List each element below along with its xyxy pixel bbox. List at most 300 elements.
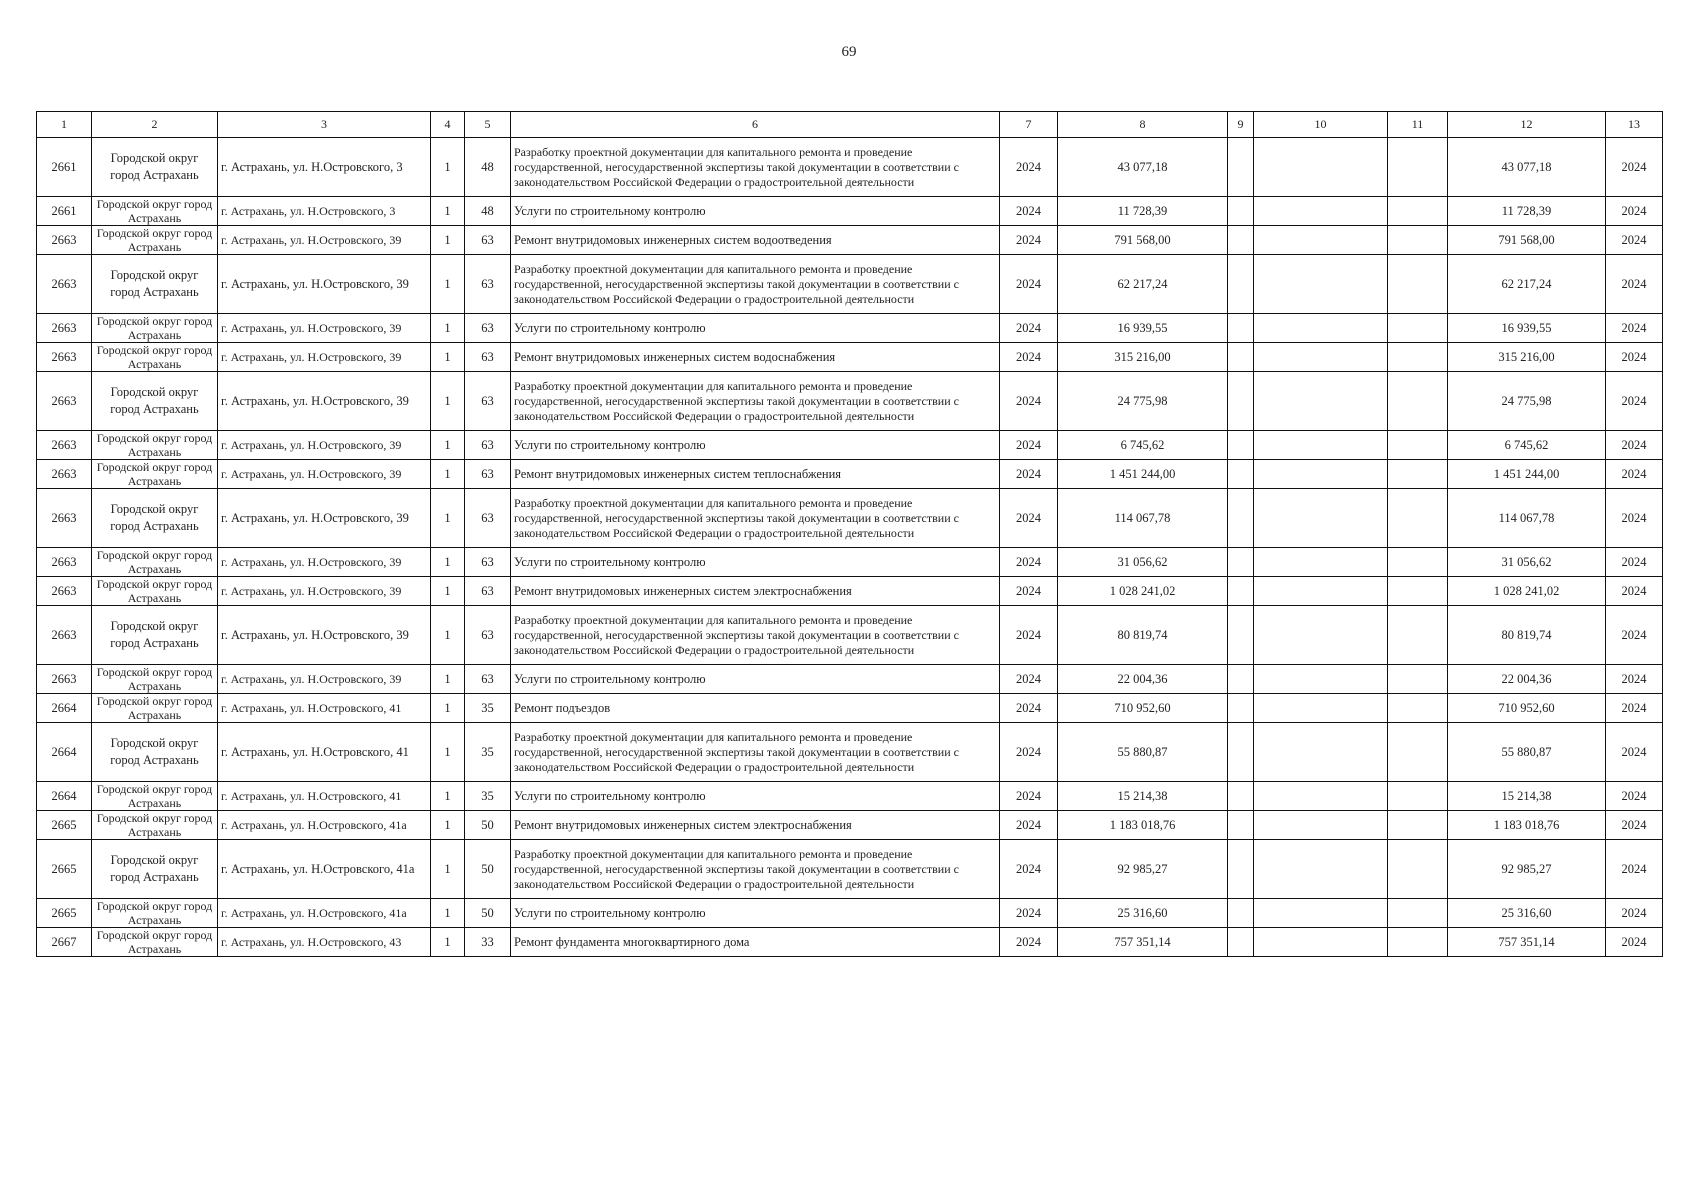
- table-row: [37, 226, 1663, 255]
- column-10-cell: [1254, 197, 1388, 226]
- cost-fund-cell: 1 451 244,00: [1448, 460, 1606, 489]
- table-row: [37, 694, 1663, 723]
- column-5-cell: 35: [465, 782, 511, 811]
- column-10-cell: [1254, 431, 1388, 460]
- column-10-cell: [1254, 899, 1388, 928]
- table-row: [37, 197, 1663, 226]
- cost-fund-cell: 92 985,27: [1448, 840, 1606, 899]
- column-9-cell: [1228, 431, 1254, 460]
- cost-total-cell: 25 316,60: [1058, 899, 1228, 928]
- column-9-cell: [1228, 928, 1254, 957]
- column-5-cell: 63: [465, 665, 511, 694]
- year-end-cell: 2024: [1606, 460, 1663, 489]
- cost-fund-cell: 25 316,60: [1448, 899, 1606, 928]
- address-cell: г. Астрахань, ул. Н.Островского, 39: [218, 548, 431, 577]
- column-11-cell: [1388, 343, 1448, 372]
- municipality-cell: Городской округ город Астрахань: [92, 840, 218, 899]
- work-type-cell: Услуги по строительному контролю: [511, 548, 1000, 577]
- year-end-cell: 2024: [1606, 431, 1663, 460]
- column-11-cell: [1388, 899, 1448, 928]
- column-5-cell: 63: [465, 255, 511, 314]
- column-11-cell: [1388, 460, 1448, 489]
- address-cell: г. Астрахань, ул. Н.Островского, 3: [218, 197, 431, 226]
- year-end-cell: 2024: [1606, 343, 1663, 372]
- address-cell: г. Астрахань, ул. Н.Островского, 41а: [218, 899, 431, 928]
- municipality-cell: Городской округ город Астрахань: [92, 138, 218, 197]
- column-9-cell: [1228, 372, 1254, 431]
- column-11-cell: [1388, 577, 1448, 606]
- column-11-cell: [1388, 489, 1448, 548]
- column-11-cell: [1388, 782, 1448, 811]
- column-10-cell: [1254, 665, 1388, 694]
- cost-fund-cell: 16 939,55: [1448, 314, 1606, 343]
- column-11-cell: [1388, 606, 1448, 665]
- address-cell: г. Астрахань, ул. Н.Островского, 41: [218, 782, 431, 811]
- year-end-cell: 2024: [1606, 226, 1663, 255]
- column-header: 1: [37, 112, 92, 138]
- year-end-cell: 2024: [1606, 489, 1663, 548]
- column-5-cell: 63: [465, 343, 511, 372]
- table-row: [37, 928, 1663, 957]
- work-type-cell: Ремонт внутридомовых инженерных систем электроснабжения: [511, 811, 1000, 840]
- municipality-cell: Городской округ город Астрахань: [92, 811, 218, 840]
- row-number-cell: 2663: [37, 665, 92, 694]
- column-10-cell: [1254, 343, 1388, 372]
- column-5-cell: 35: [465, 694, 511, 723]
- column-9-cell: [1228, 197, 1254, 226]
- cost-total-cell: 55 880,87: [1058, 723, 1228, 782]
- cost-total-cell: 43 077,18: [1058, 138, 1228, 197]
- column-header: 4: [431, 112, 465, 138]
- column-4-cell: 1: [431, 314, 465, 343]
- address-cell: г. Астрахань, ул. Н.Островского, 3: [218, 138, 431, 197]
- address-cell: г. Астрахань, ул. Н.Островского, 41а: [218, 811, 431, 840]
- row-number-cell: 2663: [37, 489, 92, 548]
- cost-fund-cell: 62 217,24: [1448, 255, 1606, 314]
- column-4-cell: 1: [431, 197, 465, 226]
- cost-fund-cell: 15 214,38: [1448, 782, 1606, 811]
- column-5-cell: 48: [465, 197, 511, 226]
- cost-total-cell: 15 214,38: [1058, 782, 1228, 811]
- column-4-cell: 1: [431, 928, 465, 957]
- year-cell: 2024: [1000, 548, 1058, 577]
- work-type-cell: Разработку проектной документации для капитального ремонта и проведение государственной, негосударственной экспертизы такой документации в соответствии с законодательством Российской Федерации о градостроительной деятельности: [511, 840, 1000, 899]
- address-cell: г. Астрахань, ул. Н.Островского, 39: [218, 489, 431, 548]
- year-cell: 2024: [1000, 431, 1058, 460]
- cost-total-cell: 710 952,60: [1058, 694, 1228, 723]
- work-type-cell: Услуги по строительному контролю: [511, 899, 1000, 928]
- cost-total-cell: 1 183 018,76: [1058, 811, 1228, 840]
- year-end-cell: 2024: [1606, 723, 1663, 782]
- work-type-cell: Ремонт фундамента многоквартирного дома: [511, 928, 1000, 957]
- column-header: 5: [465, 112, 511, 138]
- cost-fund-cell: 43 077,18: [1448, 138, 1606, 197]
- column-10-cell: [1254, 840, 1388, 899]
- column-11-cell: [1388, 928, 1448, 957]
- municipality-cell: Городской округ город Астрахань: [92, 577, 218, 606]
- cost-fund-cell: 22 004,36: [1448, 665, 1606, 694]
- year-cell: 2024: [1000, 372, 1058, 431]
- cost-fund-cell: 80 819,74: [1448, 606, 1606, 665]
- work-type-cell: Разработку проектной документации для капитального ремонта и проведение государственной, негосударственной экспертизы такой документации в соответствии с законодательством Российской Федерации о градостроительной деятельности: [511, 138, 1000, 197]
- row-number-cell: 2663: [37, 431, 92, 460]
- cost-fund-cell: 6 745,62: [1448, 431, 1606, 460]
- year-cell: 2024: [1000, 665, 1058, 694]
- column-5-cell: 35: [465, 723, 511, 782]
- row-number-cell: 2665: [37, 811, 92, 840]
- column-10-cell: [1254, 694, 1388, 723]
- table-row: [37, 811, 1663, 840]
- municipality-cell: Городской округ город Астрахань: [92, 255, 218, 314]
- column-header: 8: [1058, 112, 1228, 138]
- address-cell: г. Астрахань, ул. Н.Островского, 41: [218, 694, 431, 723]
- column-11-cell: [1388, 226, 1448, 255]
- column-9-cell: [1228, 343, 1254, 372]
- year-end-cell: 2024: [1606, 665, 1663, 694]
- year-end-cell: 2024: [1606, 606, 1663, 665]
- municipality-cell: Городской округ город Астрахань: [92, 343, 218, 372]
- column-10-cell: [1254, 723, 1388, 782]
- column-11-cell: [1388, 548, 1448, 577]
- table-row: [37, 840, 1663, 899]
- year-cell: 2024: [1000, 226, 1058, 255]
- column-5-cell: 63: [465, 226, 511, 255]
- column-5-cell: 33: [465, 928, 511, 957]
- year-cell: 2024: [1000, 928, 1058, 957]
- municipality-cell: Городской округ город Астрахань: [92, 460, 218, 489]
- column-10-cell: [1254, 782, 1388, 811]
- column-4-cell: 1: [431, 372, 465, 431]
- cost-total-cell: 24 775,98: [1058, 372, 1228, 431]
- column-5-cell: 50: [465, 840, 511, 899]
- column-9-cell: [1228, 226, 1254, 255]
- column-4-cell: 1: [431, 811, 465, 840]
- column-header: 13: [1606, 112, 1663, 138]
- year-cell: 2024: [1000, 723, 1058, 782]
- year-end-cell: 2024: [1606, 548, 1663, 577]
- column-10-cell: [1254, 226, 1388, 255]
- table-body: [37, 138, 1663, 957]
- column-header: 11: [1388, 112, 1448, 138]
- table-row: [37, 899, 1663, 928]
- column-4-cell: 1: [431, 255, 465, 314]
- year-end-cell: 2024: [1606, 840, 1663, 899]
- row-number-cell: 2663: [37, 226, 92, 255]
- year-end-cell: 2024: [1606, 577, 1663, 606]
- column-header: 12: [1448, 112, 1606, 138]
- address-cell: г. Астрахань, ул. Н.Островского, 39: [218, 255, 431, 314]
- work-type-cell: Разработку проектной документации для капитального ремонта и проведение государственной, негосударственной экспертизы такой документации в соответствии с законодательством Российской Федерации о градостроительной деятельности: [511, 372, 1000, 431]
- work-type-cell: Услуги по строительному контролю: [511, 197, 1000, 226]
- table-row: [37, 606, 1663, 665]
- row-number-cell: 2664: [37, 694, 92, 723]
- municipality-cell: Городской округ город Астрахань: [92, 782, 218, 811]
- work-type-cell: Ремонт внутридомовых инженерных систем электроснабжения: [511, 577, 1000, 606]
- column-10-cell: [1254, 489, 1388, 548]
- column-11-cell: [1388, 723, 1448, 782]
- work-type-cell: Услуги по строительному контролю: [511, 665, 1000, 694]
- year-cell: 2024: [1000, 606, 1058, 665]
- column-4-cell: 1: [431, 723, 465, 782]
- column-5-cell: 63: [465, 577, 511, 606]
- column-10-cell: [1254, 606, 1388, 665]
- cost-total-cell: 16 939,55: [1058, 314, 1228, 343]
- column-11-cell: [1388, 314, 1448, 343]
- address-cell: г. Астрахань, ул. Н.Островского, 39: [218, 314, 431, 343]
- table-row: [37, 343, 1663, 372]
- municipality-cell: Городской округ город Астрахань: [92, 548, 218, 577]
- year-end-cell: 2024: [1606, 138, 1663, 197]
- column-11-cell: [1388, 431, 1448, 460]
- column-9-cell: [1228, 899, 1254, 928]
- year-cell: 2024: [1000, 197, 1058, 226]
- municipality-cell: Городской округ город Астрахань: [92, 723, 218, 782]
- column-5-cell: 50: [465, 899, 511, 928]
- row-number-cell: 2663: [37, 372, 92, 431]
- column-9-cell: [1228, 811, 1254, 840]
- column-9-cell: [1228, 138, 1254, 197]
- year-end-cell: 2024: [1606, 928, 1663, 957]
- row-number-cell: 2665: [37, 899, 92, 928]
- work-type-cell: Разработку проектной документации для капитального ремонта и проведение государственной, негосударственной экспертизы такой документации в соответствии с законодательством Российской Федерации о градостроительной деятельности: [511, 255, 1000, 314]
- register-table: [36, 111, 1663, 957]
- address-cell: г. Астрахань, ул. Н.Островского, 41а: [218, 840, 431, 899]
- work-type-cell: Разработку проектной документации для капитального ремонта и проведение государственной, негосударственной экспертизы такой документации в соответствии с законодательством Российской Федерации о градостроительной деятельности: [511, 489, 1000, 548]
- cost-fund-cell: 11 728,39: [1448, 197, 1606, 226]
- municipality-cell: Городской округ город Астрахань: [92, 372, 218, 431]
- column-10-cell: [1254, 255, 1388, 314]
- work-type-cell: Услуги по строительному контролю: [511, 782, 1000, 811]
- column-4-cell: 1: [431, 431, 465, 460]
- municipality-cell: Городской округ город Астрахань: [92, 197, 218, 226]
- table-row: [37, 723, 1663, 782]
- column-9-cell: [1228, 694, 1254, 723]
- municipality-cell: Городской округ город Астрахань: [92, 928, 218, 957]
- row-number-cell: 2663: [37, 343, 92, 372]
- table-row: [37, 665, 1663, 694]
- column-4-cell: 1: [431, 840, 465, 899]
- cost-fund-cell: 791 568,00: [1448, 226, 1606, 255]
- column-10-cell: [1254, 577, 1388, 606]
- table-row: [37, 138, 1663, 197]
- address-cell: г. Астрахань, ул. Н.Островского, 43: [218, 928, 431, 957]
- column-9-cell: [1228, 255, 1254, 314]
- address-cell: г. Астрахань, ул. Н.Островского, 39: [218, 372, 431, 431]
- row-number-cell: 2663: [37, 606, 92, 665]
- cost-fund-cell: 757 351,14: [1448, 928, 1606, 957]
- row-number-cell: 2667: [37, 928, 92, 957]
- year-cell: 2024: [1000, 811, 1058, 840]
- column-9-cell: [1228, 782, 1254, 811]
- year-cell: 2024: [1000, 138, 1058, 197]
- municipality-cell: Городской округ город Астрахань: [92, 489, 218, 548]
- column-9-cell: [1228, 723, 1254, 782]
- column-11-cell: [1388, 811, 1448, 840]
- work-type-cell: Ремонт внутридомовых инженерных систем водоснабжения: [511, 343, 1000, 372]
- year-end-cell: 2024: [1606, 255, 1663, 314]
- table-row: [37, 372, 1663, 431]
- year-end-cell: 2024: [1606, 782, 1663, 811]
- year-end-cell: 2024: [1606, 694, 1663, 723]
- column-11-cell: [1388, 197, 1448, 226]
- column-header: 7: [1000, 112, 1058, 138]
- year-cell: 2024: [1000, 577, 1058, 606]
- cost-fund-cell: 315 216,00: [1448, 343, 1606, 372]
- cost-total-cell: 11 728,39: [1058, 197, 1228, 226]
- row-number-cell: 2663: [37, 255, 92, 314]
- row-number-cell: 2664: [37, 723, 92, 782]
- column-4-cell: 1: [431, 665, 465, 694]
- address-cell: г. Астрахань, ул. Н.Островского, 39: [218, 606, 431, 665]
- column-11-cell: [1388, 840, 1448, 899]
- column-5-cell: 50: [465, 811, 511, 840]
- cost-total-cell: 92 985,27: [1058, 840, 1228, 899]
- year-cell: 2024: [1000, 460, 1058, 489]
- cost-total-cell: 791 568,00: [1058, 226, 1228, 255]
- year-end-cell: 2024: [1606, 314, 1663, 343]
- work-type-cell: Разработку проектной документации для капитального ремонта и проведение государственной, негосударственной экспертизы такой документации в соответствии с законодательством Российской Федерации о градостроительной деятельности: [511, 606, 1000, 665]
- address-cell: г. Астрахань, ул. Н.Островского, 39: [218, 226, 431, 255]
- cost-fund-cell: 1 028 241,02: [1448, 577, 1606, 606]
- year-cell: 2024: [1000, 489, 1058, 548]
- table-row: [37, 255, 1663, 314]
- column-9-cell: [1228, 314, 1254, 343]
- year-cell: 2024: [1000, 255, 1058, 314]
- year-end-cell: 2024: [1606, 197, 1663, 226]
- column-4-cell: 1: [431, 460, 465, 489]
- column-4-cell: 1: [431, 782, 465, 811]
- column-10-cell: [1254, 460, 1388, 489]
- column-9-cell: [1228, 665, 1254, 694]
- address-cell: г. Астрахань, ул. Н.Островского, 39: [218, 577, 431, 606]
- municipality-cell: Городской округ город Астрахань: [92, 226, 218, 255]
- row-number-cell: 2661: [37, 197, 92, 226]
- column-11-cell: [1388, 255, 1448, 314]
- cost-fund-cell: 31 056,62: [1448, 548, 1606, 577]
- address-cell: г. Астрахань, ул. Н.Островского, 41: [218, 723, 431, 782]
- column-5-cell: 63: [465, 489, 511, 548]
- column-9-cell: [1228, 489, 1254, 548]
- work-type-cell: Услуги по строительному контролю: [511, 431, 1000, 460]
- municipality-cell: Городской округ город Астрахань: [92, 665, 218, 694]
- column-header: 3: [218, 112, 431, 138]
- year-cell: 2024: [1000, 782, 1058, 811]
- page-number: 69: [841, 44, 857, 60]
- column-4-cell: 1: [431, 606, 465, 665]
- column-10-cell: [1254, 928, 1388, 957]
- municipality-cell: Городской округ город Астрахань: [92, 694, 218, 723]
- table-row: [37, 431, 1663, 460]
- column-10-cell: [1254, 548, 1388, 577]
- column-4-cell: 1: [431, 577, 465, 606]
- cost-total-cell: 80 819,74: [1058, 606, 1228, 665]
- column-9-cell: [1228, 460, 1254, 489]
- work-type-cell: Ремонт подъездов: [511, 694, 1000, 723]
- table-row: [37, 548, 1663, 577]
- year-end-cell: 2024: [1606, 899, 1663, 928]
- column-5-cell: 63: [465, 606, 511, 665]
- table-row: [37, 460, 1663, 489]
- year-end-cell: 2024: [1606, 372, 1663, 431]
- column-5-cell: 63: [465, 372, 511, 431]
- address-cell: г. Астрахань, ул. Н.Островского, 39: [218, 665, 431, 694]
- cost-fund-cell: 1 183 018,76: [1448, 811, 1606, 840]
- cost-fund-cell: 55 880,87: [1448, 723, 1606, 782]
- cost-fund-cell: 710 952,60: [1448, 694, 1606, 723]
- address-cell: г. Астрахань, ул. Н.Островского, 39: [218, 343, 431, 372]
- work-type-cell: Ремонт внутридомовых инженерных систем теплоснабжения: [511, 460, 1000, 489]
- address-cell: г. Астрахань, ул. Н.Островского, 39: [218, 431, 431, 460]
- cost-total-cell: 114 067,78: [1058, 489, 1228, 548]
- cost-total-cell: 315 216,00: [1058, 343, 1228, 372]
- column-9-cell: [1228, 548, 1254, 577]
- row-number-cell: 2665: [37, 840, 92, 899]
- column-header: 9: [1228, 112, 1254, 138]
- column-9-cell: [1228, 577, 1254, 606]
- column-header: 10: [1254, 112, 1388, 138]
- work-type-cell: Услуги по строительному контролю: [511, 314, 1000, 343]
- column-11-cell: [1388, 138, 1448, 197]
- work-type-cell: Ремонт внутридомовых инженерных систем водоотведения: [511, 226, 1000, 255]
- work-type-cell: Разработку проектной документации для капитального ремонта и проведение государственной, негосударственной экспертизы такой документации в соответствии с законодательством Российской Федерации о градостроительной деятельности: [511, 723, 1000, 782]
- column-10-cell: [1254, 372, 1388, 431]
- year-cell: 2024: [1000, 899, 1058, 928]
- column-11-cell: [1388, 694, 1448, 723]
- column-5-cell: 48: [465, 138, 511, 197]
- column-10-cell: [1254, 138, 1388, 197]
- column-4-cell: 1: [431, 138, 465, 197]
- column-10-cell: [1254, 314, 1388, 343]
- column-header: 6: [511, 112, 1000, 138]
- address-cell: г. Астрахань, ул. Н.Островского, 39: [218, 460, 431, 489]
- column-4-cell: 1: [431, 899, 465, 928]
- column-5-cell: 63: [465, 314, 511, 343]
- cost-total-cell: 22 004,36: [1058, 665, 1228, 694]
- row-number-cell: 2663: [37, 460, 92, 489]
- column-4-cell: 1: [431, 548, 465, 577]
- table-row: [37, 489, 1663, 548]
- column-9-cell: [1228, 840, 1254, 899]
- year-cell: 2024: [1000, 314, 1058, 343]
- cost-total-cell: 6 745,62: [1058, 431, 1228, 460]
- column-5-cell: 63: [465, 548, 511, 577]
- column-4-cell: 1: [431, 343, 465, 372]
- municipality-cell: Городской округ город Астрахань: [92, 899, 218, 928]
- column-11-cell: [1388, 372, 1448, 431]
- column-11-cell: [1388, 665, 1448, 694]
- cost-total-cell: 1 451 244,00: [1058, 460, 1228, 489]
- column-10-cell: [1254, 811, 1388, 840]
- municipality-cell: Городской округ город Астрахань: [92, 606, 218, 665]
- column-9-cell: [1228, 606, 1254, 665]
- year-cell: 2024: [1000, 694, 1058, 723]
- table-row: [37, 314, 1663, 343]
- municipality-cell: Городской округ город Астрахань: [92, 314, 218, 343]
- year-cell: 2024: [1000, 840, 1058, 899]
- column-header: 2: [92, 112, 218, 138]
- cost-total-cell: 31 056,62: [1058, 548, 1228, 577]
- row-number-cell: 2663: [37, 548, 92, 577]
- cost-fund-cell: 114 067,78: [1448, 489, 1606, 548]
- column-5-cell: 63: [465, 431, 511, 460]
- row-number-cell: 2663: [37, 314, 92, 343]
- table-row: [37, 782, 1663, 811]
- year-end-cell: 2024: [1606, 811, 1663, 840]
- municipality-cell: Городской округ город Астрахань: [92, 431, 218, 460]
- row-number-cell: 2664: [37, 782, 92, 811]
- row-number-cell: 2661: [37, 138, 92, 197]
- table-row: [37, 577, 1663, 606]
